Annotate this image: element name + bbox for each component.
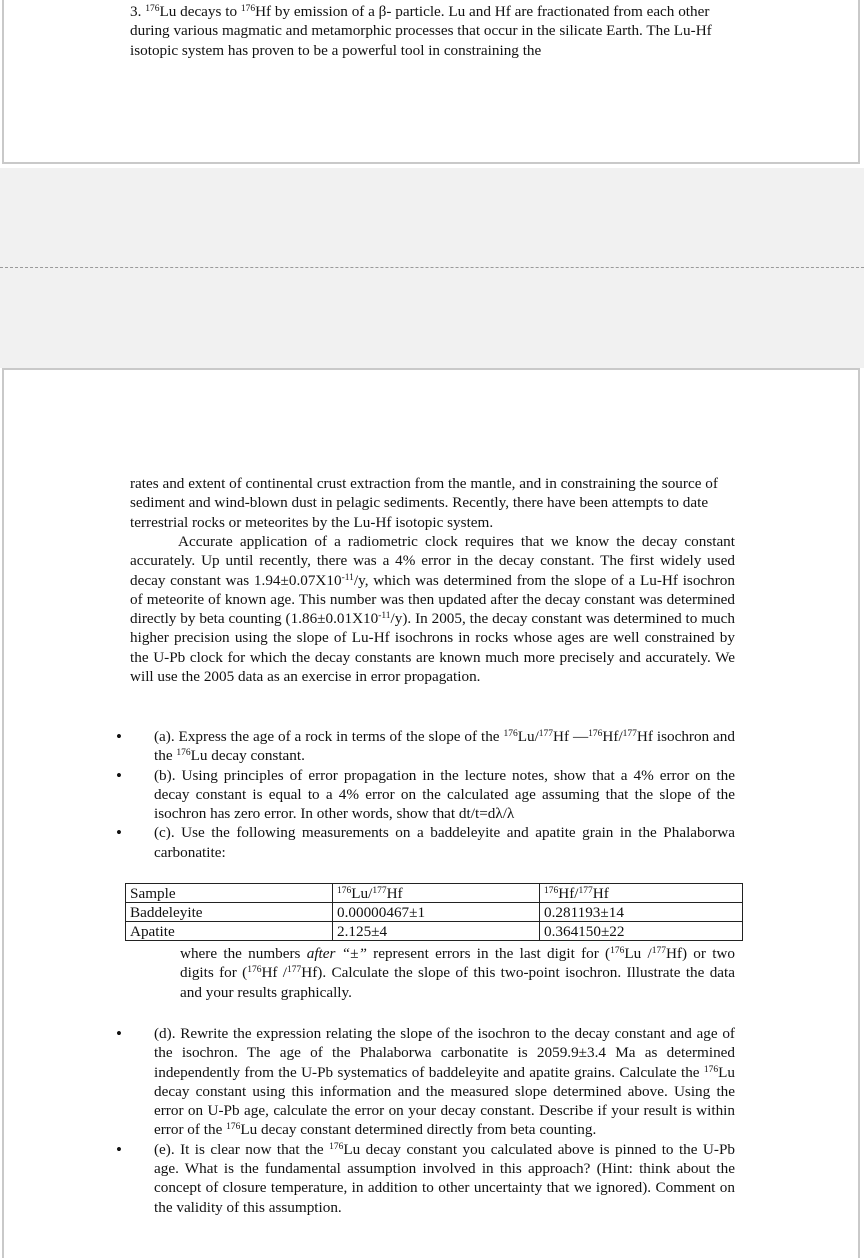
table-row xyxy=(126,903,743,922)
table-note: where the numbers after “±” represent errors in the last digit for ($^{176}$Lu /$^{177}$Hf) or two digits for ($^{176}$Hf /$^{177}$Hf). Calculate the slope of this two-point isochron. Illustrate the data and your results graphically. xyxy=(180,945,735,1001)
table-cell: 2.125±4 xyxy=(333,922,540,941)
continued-paragraph: rates and extent of continental crust extraction from the mantle, and in constraining the source of sediment and wind-blown dust in pelagic sediments. Recently, there have been attempts to date terrestrial rocks or meteorites by the Lu-Hf isotopic system. xyxy=(130,475,718,531)
question-b: • (b). Using principles of error propagation in the lecture notes, show that a 4% error on the decay constant is equal to a 4% error on the calculated age assuming that the slope of the isochron has zero error. In other words, show that dt/t=dλ/λ xyxy=(130,766,735,824)
intro-paragraph: 3. $^{176}$Lu decays to $^{176}$Hf by emission of a β- particle. Lu and Hf are fractionated from each other during various magmatic and metamorphic processes that occur in the silicate Earth. The Lu-Hf isotopic system has proven to be a powerful tool in constraining the xyxy=(130,3,712,59)
table-header-row xyxy=(126,884,743,903)
table-cell: 0.00000467±1 xyxy=(333,903,540,922)
measurement-table xyxy=(125,883,743,941)
table-cell: 0.364150±22 xyxy=(540,922,743,941)
question-c: • (c). Use the following measurements on a baddeleyite and apatite grain in the Phalaborwa carbonatite: xyxy=(130,823,735,862)
page-gap xyxy=(0,168,864,368)
question-e: • (e). It is clear now that the $^{176}$Lu decay constant you calculated above is pinned to the U-Pb age. What is the fundamental assumption involved in this approach? (Hint: think about the concept of closure temperature, in addition to other uncertainty that we ignored). Comment on the validity of this assumption. xyxy=(130,1140,735,1217)
table-row xyxy=(126,922,743,941)
decay-constant-paragraph: Accurate application of a radiometric clock requires that we know the decay constant accurately. Up until recently, there was a 4% error in the decay constant. The first widely used decay constant was $1.94\pm 0.07X10^{-11}/y$, which was determined from the slope of a Lu-Hf isochron of meteorite of known age. This number was then updated after the decay constant was determined directly by beta counting $(1.86\pm 0.01X10^{-11}/y)$. In 2005, the decay constant was determined to much higher precision using the slope of Lu-Hf isochrons in rocks whose ages are well constrained by the U-Pb clock for which the decay constants are known much more precisely and accurately. We will use the 2005 data as an exercise in error propagation. xyxy=(130,533,735,686)
question-list-1 xyxy=(130,727,735,862)
question-list-2 xyxy=(130,1024,735,1217)
header-sample: Sample xyxy=(126,884,333,903)
header-hf-hf: $^{176}$Hf/$^{177}$Hf xyxy=(540,884,743,903)
question-a: • (a). Express the age of a rock in terms of the slope of the $^{176}$Lu/$^{177}$Hf —$^{176}$Hf/$^{177}$Hf isochron and the $^{176}$Lu decay constant. xyxy=(130,727,735,766)
table-cell: 0.281193±14 xyxy=(540,903,743,922)
header-lu-hf: $^{176}$Lu/$^{177}$Hf xyxy=(333,884,540,903)
question-d: • (d). Rewrite the expression relating the slope of the isochron to the decay constant and age of the isochron. The age of the Phalaborwa carbonatite is 2059.9±3.4 Ma as determined independently from the U-Pb systematics of baddeleyite and apatite grains. Calculate the $^{176}$Lu decay constant using this information and the measured slope determined above. Using the error on U-Pb age, calculate the error on your decay constant. Describe if your result is within error of the $^{176}$Lu decay constant determined directly from beta counting. xyxy=(130,1024,735,1140)
table-cell: Baddeleyite xyxy=(126,903,333,922)
table-cell: Apatite xyxy=(126,922,333,941)
page-break-line xyxy=(0,267,864,268)
